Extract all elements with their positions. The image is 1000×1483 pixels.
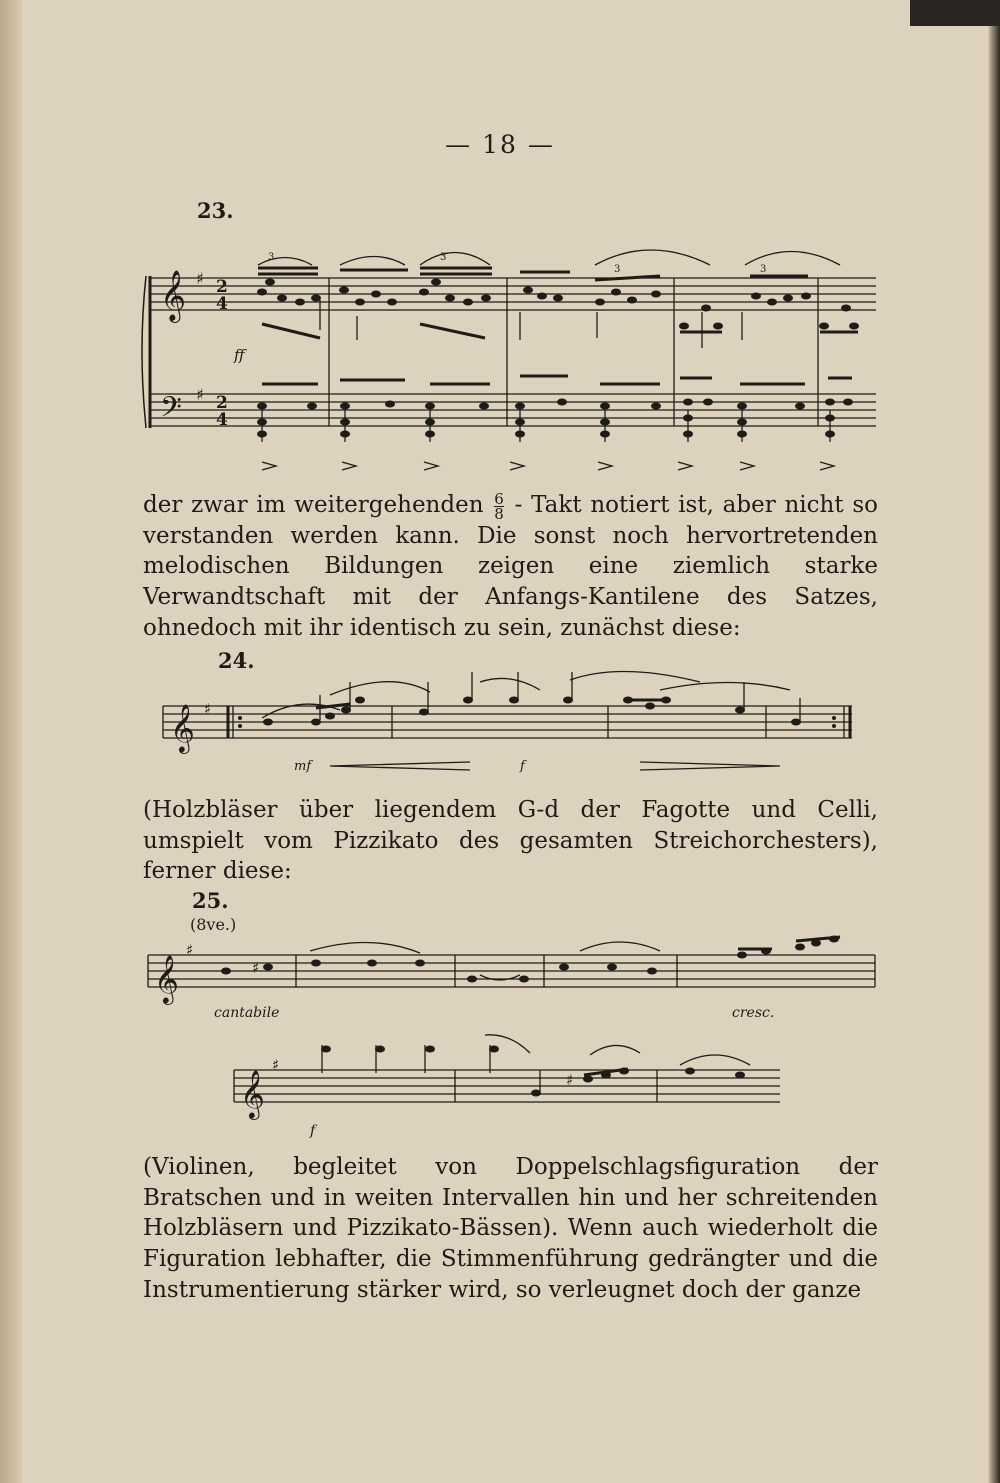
cantabile-marking: cantabile [214, 1005, 280, 1021]
page-number: — 18 — [445, 130, 555, 159]
svg-text:4: 4 [216, 294, 228, 314]
example-25-label: 25. [192, 888, 229, 913]
time-signature-fraction [494, 489, 504, 523]
cresc-marking: cresc. [732, 1005, 775, 1021]
dynamic-mf: mf [294, 759, 312, 774]
svg-text:2: 2 [216, 277, 228, 297]
paragraph-2-text: (Holzbläser über liegendem G-d der Fagotte und Celli, umspielt vom Pizzikato des gesamten Streichorchesters), ferner diese: [143, 797, 878, 885]
svg-text:♯: ♯ [252, 959, 260, 977]
svg-text:♯: ♯ [272, 1056, 280, 1074]
svg-text:♯: ♯ [196, 385, 204, 404]
dynamic-f-25: f [310, 1123, 316, 1139]
svg-text:𝄞: 𝄞 [154, 954, 179, 1003]
fraction-denominator: 8 [494, 504, 504, 523]
paragraph-3-text: (Violinen, begleitet von Doppelschlagsfiguration der Bratschen und in weiten Intervallen hin und her schreitenden Holzbläsern und Pizzikato-Bässen). Wenn auch wiederholt die Figuration lebhafter, die Stimmenführung gedrängter und die Instrumentierung stärker wird, so verleugnet doch der ganze [143, 1154, 878, 1303]
svg-text:3: 3 [440, 252, 447, 263]
paragraph-1-rest: - Takt notiert ist, aber nicht so verstanden werden kann. Die sonst noch hervortretenden melodischen Bildungen zeigen eine ziemlich starke Verwandtschaft mit der Anfangs-Kantilene des Satzes, ohnedoch mit ihr identisch zu sein, zunächst diese: [143, 492, 878, 641]
fraction-numerator: 6 [494, 489, 504, 508]
paragraph-1-start: der zwar im weitergehenden [143, 492, 493, 518]
page-binding-corner [910, 0, 1000, 26]
dynamic-ff: ff [234, 346, 245, 364]
svg-text:♯: ♯ [196, 269, 204, 288]
paragraph-2 [143, 795, 878, 887]
example-23-label: 23. [197, 198, 234, 223]
svg-text:♯: ♯ [566, 1071, 574, 1089]
ottava-marking: (8ve.) [190, 915, 237, 934]
svg-text:♯: ♯ [204, 700, 212, 718]
paragraph-3 [143, 1152, 878, 1306]
svg-text:2: 2 [216, 393, 228, 413]
svg-text:4: 4 [216, 410, 228, 430]
paragraph-1 [143, 490, 878, 644]
svg-text:3: 3 [268, 252, 275, 263]
example-24-label: 24. [218, 648, 255, 673]
svg-text:𝄞: 𝄞 [170, 703, 195, 752]
example-23-score [0, 220, 1000, 480]
example-24-score [0, 660, 1000, 780]
example-25-score [0, 925, 1000, 1145]
svg-text:3: 3 [614, 264, 621, 275]
svg-text:3: 3 [760, 264, 767, 275]
svg-text:𝄢: 𝄢 [160, 391, 182, 431]
svg-text:𝄞: 𝄞 [240, 1069, 265, 1118]
svg-text:♯: ♯ [186, 941, 194, 959]
svg-text:𝄞: 𝄞 [160, 270, 187, 321]
dynamic-f: f [520, 759, 525, 774]
